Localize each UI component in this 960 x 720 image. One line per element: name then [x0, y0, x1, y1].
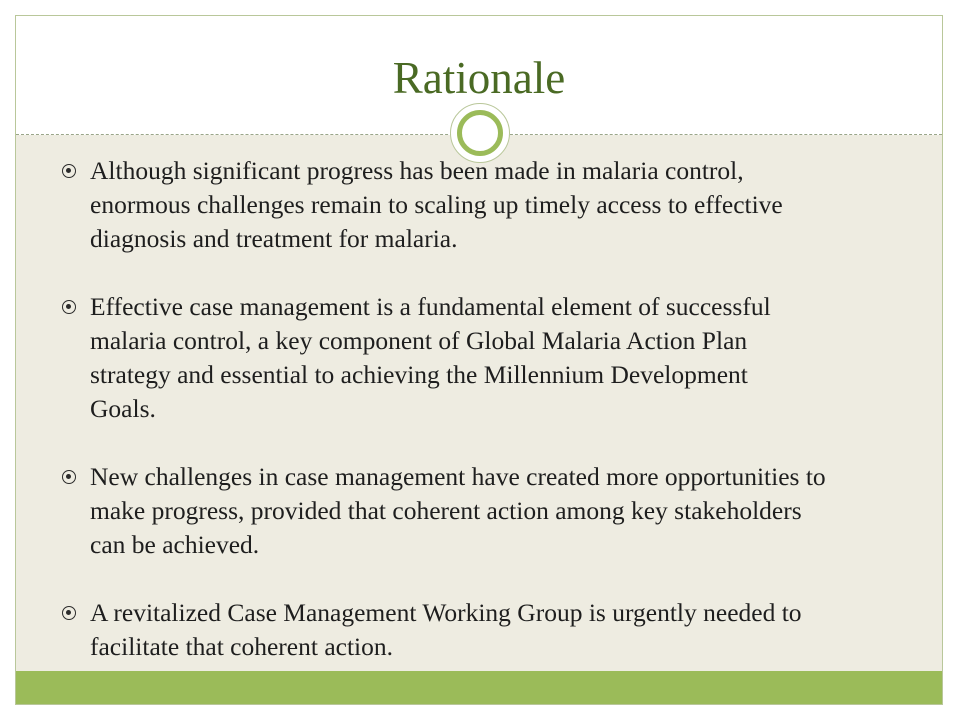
- footer-bar: [16, 671, 942, 704]
- bullet-item: [62, 596, 892, 664]
- bullet-list: [62, 154, 892, 698]
- bullet-item: [62, 154, 892, 256]
- circled-dot-bullet-icon: [62, 470, 76, 484]
- bullet-item: [62, 290, 892, 426]
- slide-title: Rationale: [392, 53, 566, 103]
- bullet-text: Although significant progress has been made in malaria control, enormous challenges remain to scaling up timely access to effective diagnosis and treatment for malaria.: [90, 156, 783, 253]
- bullet-text: New challenges in case management have created more opportunities to make progress, provided that coherent action among key stakeholders can be achieved.: [90, 462, 826, 559]
- circled-dot-bullet-icon: [62, 606, 76, 620]
- bullet-text: A revitalized Case Management Working Group is urgently needed to facilitate that coherent action.: [90, 598, 802, 661]
- green-ring-icon: [457, 110, 503, 156]
- bullet-item: [62, 460, 892, 562]
- circled-dot-bullet-icon: [62, 300, 76, 314]
- circled-dot-bullet-icon: [62, 164, 76, 178]
- bullet-text: Effective case management is a fundamental element of successful malaria control, a key component of Global Malaria Action Plan strategy and essential to achieving the Millennium Development Goals.: [90, 292, 771, 423]
